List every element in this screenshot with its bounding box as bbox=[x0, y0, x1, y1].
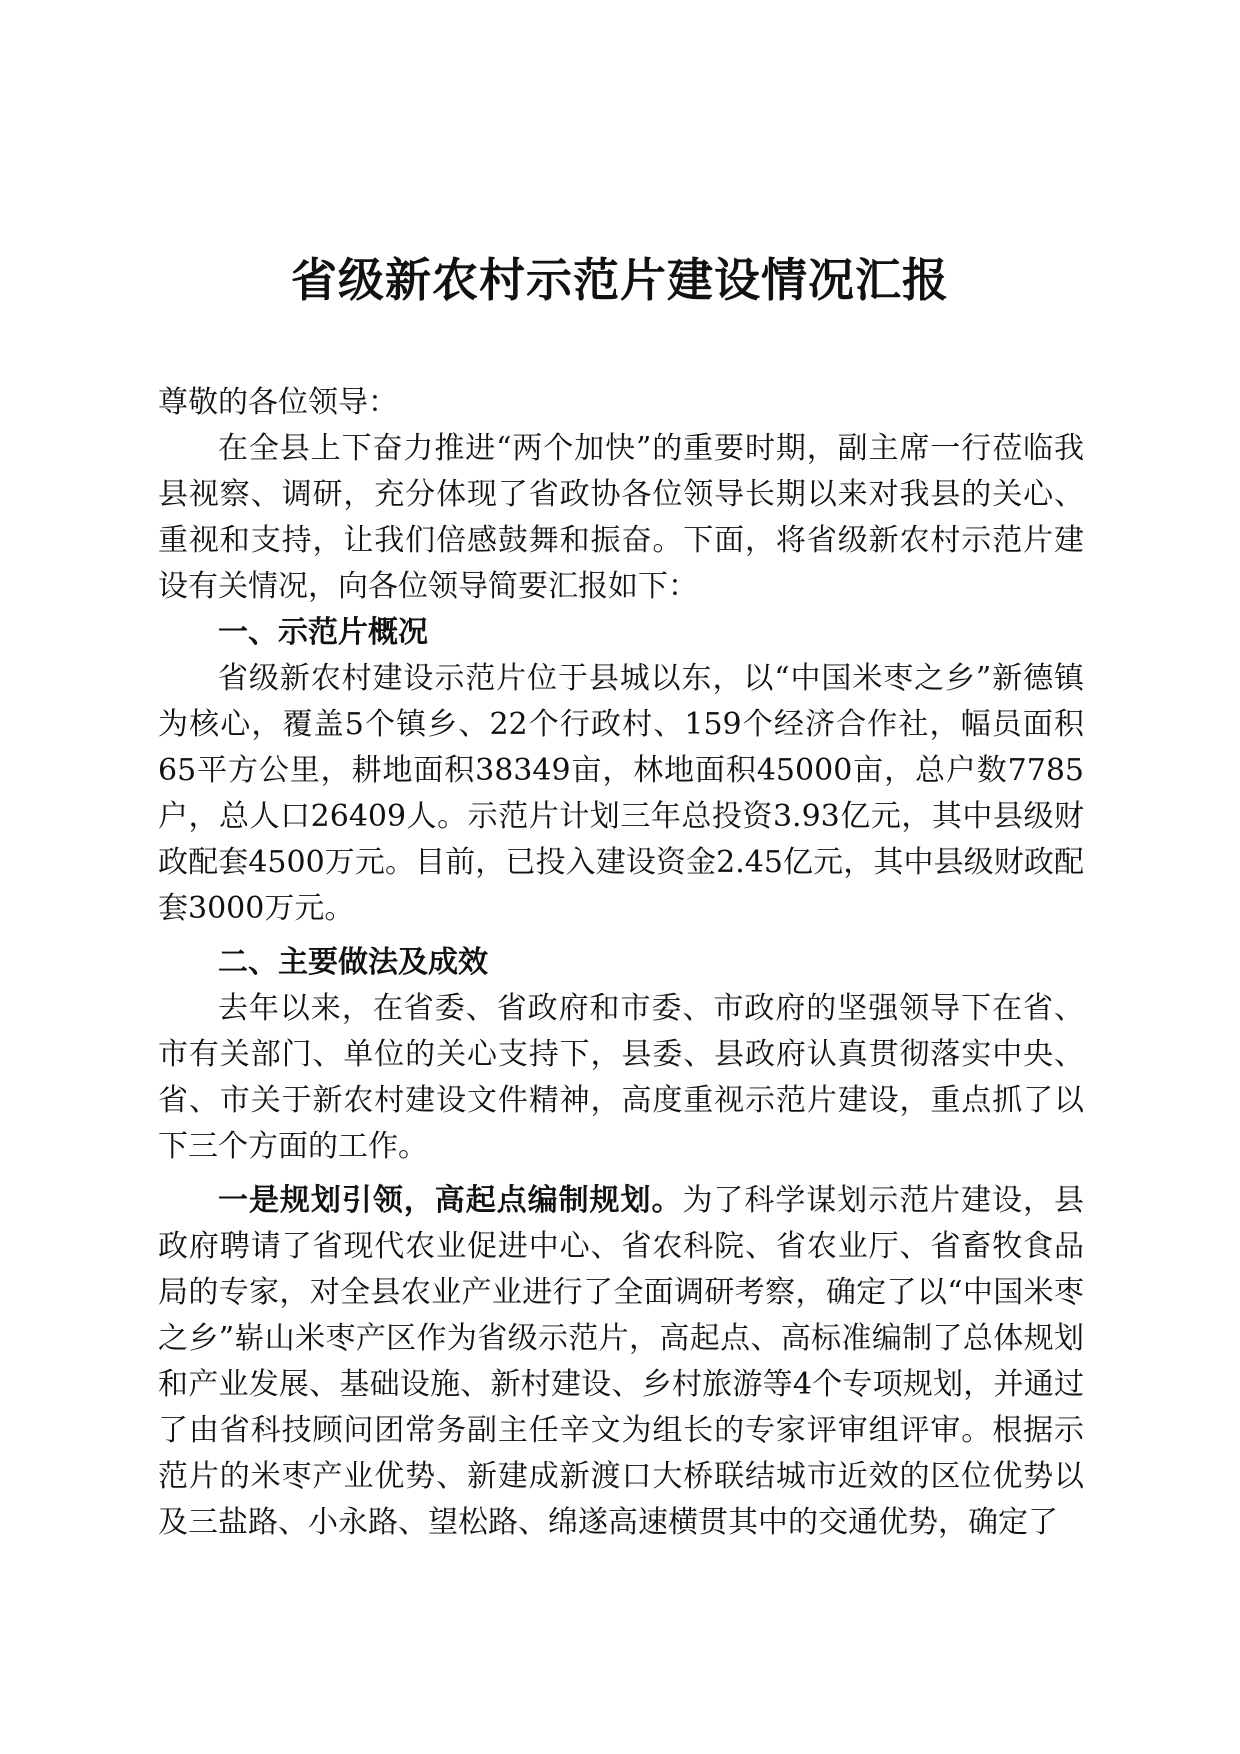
section-heading-overview: 一、示范片概况 bbox=[218, 615, 428, 650]
document-body bbox=[158, 380, 1084, 1546]
document-title: 省级新农村示范片建设情况汇报 bbox=[291, 253, 949, 307]
practices-paragraph: 去年以来，在省委、省政府和市委、市政府的坚强领导下在省、市有关部门、单位的关心支持下，县委、县政府认真贯彻落实中央、省、市关于新农村建设文件精神，高度重视示范片建设，重点抓了以下三个方面的工作。 bbox=[158, 991, 1084, 1164]
overview-paragraph: 省级新农村建设示范片位于县城以东，以“中国米枣之乡”新德镇为核心，覆盖5个镇乡、22个行政村、159个经济合作社，幅员面积65平方公里，耕地面积38349亩，林地面积45000亩，总户数7785户，总人口26409人。示范片计划三年总投资3.93亿元，其中县级财政配套4500万元。目前，已投入建设资金2.45亿元，其中县级财政配套3000万元。 bbox=[158, 661, 1084, 926]
planning-text: 为了科学谋划示范片建设，县政府聘请了省现代农业促进中心、省农科院、省农业厅、省畜牧食品局的专家，对全县农业产业进行了全面调研考察，确定了以“中国米枣之乡”崭山米枣产区作为省级示范片，高起点、高标准编制了总体规划和产业发展、基础设施、新村建设、乡村旅游等4个专项规划，并通过了由省科技顾问团常务副主任辛文为组长的专家评审组评审。根据示范片的米枣产业优势、新建成新渡口大桥联结城市近效的区位优势以及三盐路、小永路、望松路、绵遂高速横贯其中的交通优势，确定了 bbox=[158, 1183, 1085, 1540]
salutation: 尊敬的各位领导： bbox=[158, 385, 398, 420]
section-heading-practices: 二、主要做法及成效 bbox=[218, 945, 488, 980]
intro-paragraph: 在全县上下奋力推进“两个加快”的重要时期，副主席一行莅临我县视察、调研，充分体现了省政协各位领导长期以来对我县的关心、重视和支持，让我们倍感鼓舞和振奋。下面，将省级新农村示范片建设有关情况，向各位领导简要汇报如下： bbox=[158, 431, 1084, 604]
planning-paragraph bbox=[158, 1178, 1084, 1546]
planning-lead: 一是规划引领，高起点编制规划。 bbox=[218, 1183, 683, 1218]
